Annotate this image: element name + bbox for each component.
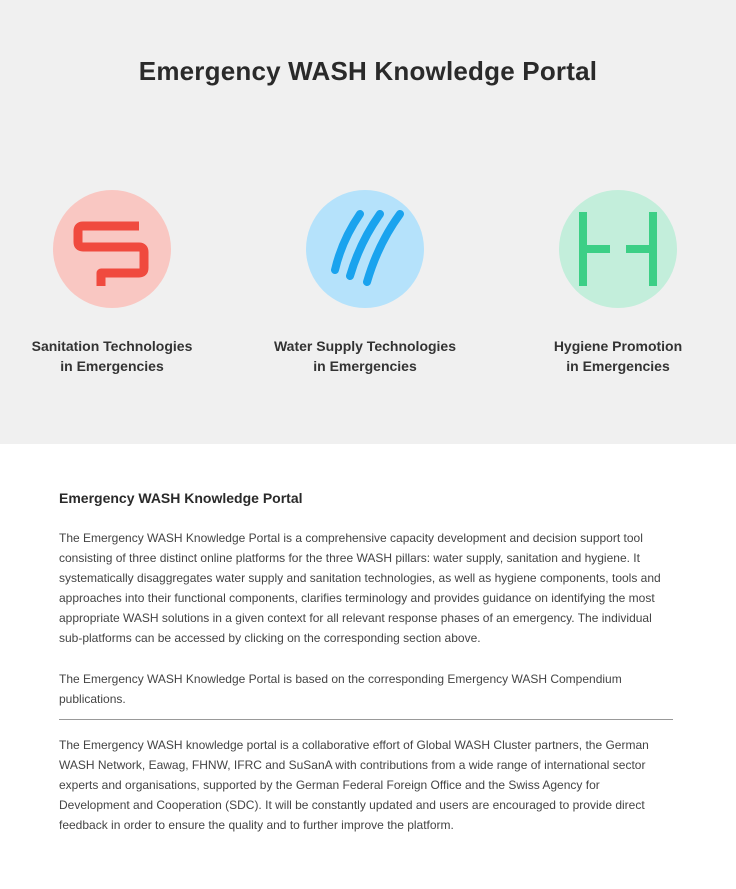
sanitation-icon [53,190,171,308]
hygiene-icon [559,190,677,308]
pillar-water-supply-label[interactable]: Water Supply Technologies in Emergencies [273,338,457,374]
pillar-hygiene[interactable] [498,190,736,376]
hygiene-circle[interactable] [559,190,677,308]
sanitation-circle[interactable] [53,190,171,308]
page-title: Emergency WASH Knowledge Portal [138,56,598,86]
pillar-hygiene-label[interactable]: Hygiene Promotion in Emergencies [553,338,683,374]
pillar-sanitation-label[interactable]: Sanitation Technologies in Emergencies [31,338,193,374]
about-paragraph-1: The Emergency WASH Knowledge Portal is a comprehensive capacity development and decision support tool consisting of three distinct online platforms for the three WASH pillars: water supply, sanitation and hygiene. It systematically disaggregates water supply and sanitation technologies, as well as hygiene components, tools and approaches into their functional components, clarifies terminology and provides guidance on identifying the most appropriate WASH solutions in a given context for all relevant response phases of an emergency. The individual sub-platforms can be accessed by clicking on the corresponding section above. [59,531,661,645]
about-paragraph-3: The Emergency WASH knowledge portal is a collaborative effort of Global WASH Cluster partners, the German WASH Network, Eawag, FHNW, IFRC and SuSanA with contributions from a wide range of international sector experts and organisations, supported by the German Federal Foreign Office and the Swiss Agency for Development and Cooperation (SDC). It will be constantly updated and users are encouraged to provide direct feedback in order to ensure the quality and to further improve the platform. [59,738,649,832]
divider [59,719,673,720]
about-paragraph-2: The Emergency WASH Knowledge Portal is based on the corresponding Emergency WASH Compendium publications. [59,672,622,706]
water-supply-circle[interactable] [306,190,424,308]
pillar-sanitation[interactable] [0,190,232,376]
pillar-water-supply[interactable] [245,190,485,376]
about-heading: Emergency WASH Knowledge Portal [59,490,303,506]
about-section [59,488,673,856]
hero-section [0,0,736,444]
water-supply-icon [306,190,424,308]
